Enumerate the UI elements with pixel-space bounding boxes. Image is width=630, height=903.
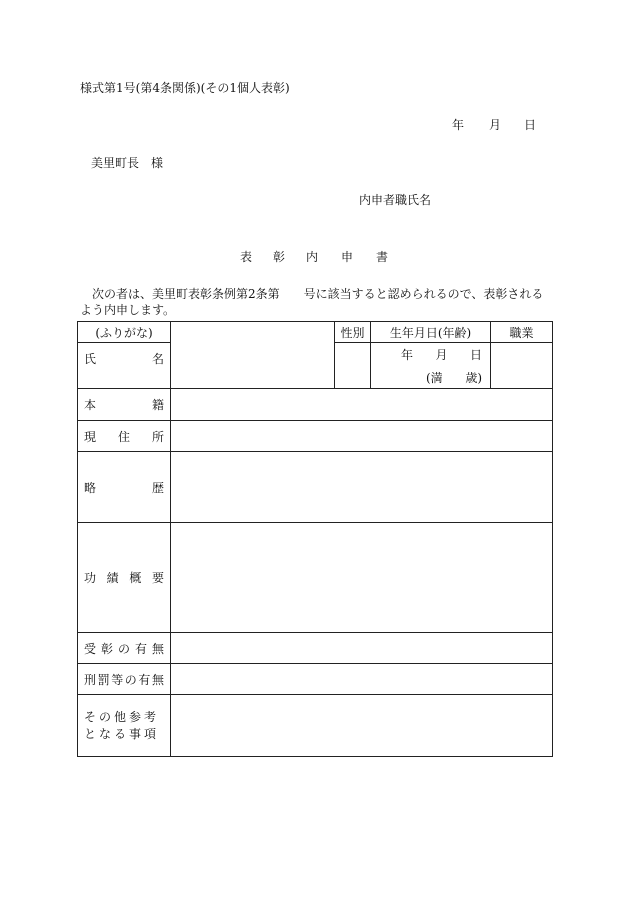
label-char: 有	[134, 641, 147, 656]
other-label-text: その他参考となる事項	[84, 709, 160, 741]
applicant-label: 内申者職氏名	[359, 193, 432, 207]
label-char: 罰	[97, 672, 110, 687]
application-form-table	[77, 321, 553, 757]
birth-header: 生年月日(年齢)	[371, 322, 491, 343]
label-char: 要	[151, 571, 164, 585]
penalties-value-cell[interactable]	[171, 664, 553, 695]
label-char: 刑	[84, 672, 97, 687]
awards-label	[78, 633, 171, 664]
name-label-char: 名	[151, 352, 164, 366]
label-char: 概	[129, 571, 142, 585]
label-char: の	[124, 672, 137, 687]
birth-month-unit: 月	[435, 348, 448, 362]
label-char: 功	[84, 571, 97, 585]
birth-year-unit: 年	[401, 348, 414, 362]
intro-text: 次の者は、美里町表彰条例第2条第 号に該当すると認められるので、表彰されるよう内申します。	[80, 287, 544, 317]
label-char: 等	[111, 672, 124, 687]
name-label-char: 氏	[84, 352, 97, 366]
birth-day-unit: 日	[469, 348, 482, 362]
label-char: 有	[138, 672, 151, 687]
achievements-label	[78, 523, 171, 633]
awards-value-cell[interactable]	[171, 633, 553, 664]
name-value-cell[interactable]	[171, 322, 335, 389]
sex-value-cell[interactable]	[335, 343, 371, 389]
age-open-unit: (満	[426, 371, 443, 385]
label-char: 歴	[151, 480, 164, 495]
other-label	[78, 695, 171, 757]
furigana-label: (ふりがな)	[78, 322, 171, 343]
address-label	[78, 421, 171, 452]
title-char: 彰	[273, 250, 286, 264]
title-char: 内	[306, 250, 319, 264]
occupation-header: 職業	[491, 322, 553, 343]
form-number: 様式第1号(第4条関係)(その1個人表彰)	[80, 81, 290, 95]
label-char: 籍	[151, 398, 164, 412]
date-year-unit: 年	[452, 118, 465, 132]
penalties-label	[78, 664, 171, 695]
title-char: 表	[240, 250, 253, 264]
label-char: 住	[117, 429, 130, 444]
label-char: 彰	[100, 641, 113, 656]
title-char: 申	[341, 250, 354, 264]
label-char: 略	[84, 480, 97, 495]
date-day-unit: 日	[524, 118, 537, 132]
sex-header: 性別	[335, 322, 371, 343]
honseki-value-cell[interactable]	[171, 389, 553, 421]
address-value-cell[interactable]	[171, 421, 553, 452]
history-value-cell[interactable]	[171, 452, 553, 523]
label-char: 受	[84, 641, 97, 656]
title-char: 書	[376, 250, 389, 264]
honseki-label	[78, 389, 171, 421]
birth-date-cell[interactable]	[371, 343, 491, 389]
label-char: 本	[84, 398, 97, 412]
occupation-value-cell[interactable]	[491, 343, 553, 389]
addressee: 美里町長 様	[91, 156, 164, 170]
label-char: 所	[151, 429, 164, 444]
label-char: 無	[151, 641, 164, 656]
achievements-value-cell[interactable]	[171, 523, 553, 633]
label-char: 績	[106, 571, 119, 585]
other-value-cell[interactable]	[171, 695, 553, 757]
date-month-unit: 月	[489, 118, 502, 132]
label-char: 現	[84, 429, 97, 444]
name-label	[78, 343, 171, 389]
age-close-unit: 歳)	[465, 371, 482, 385]
history-label	[78, 452, 171, 523]
label-char: 無	[151, 672, 164, 687]
label-char: の	[117, 641, 130, 656]
